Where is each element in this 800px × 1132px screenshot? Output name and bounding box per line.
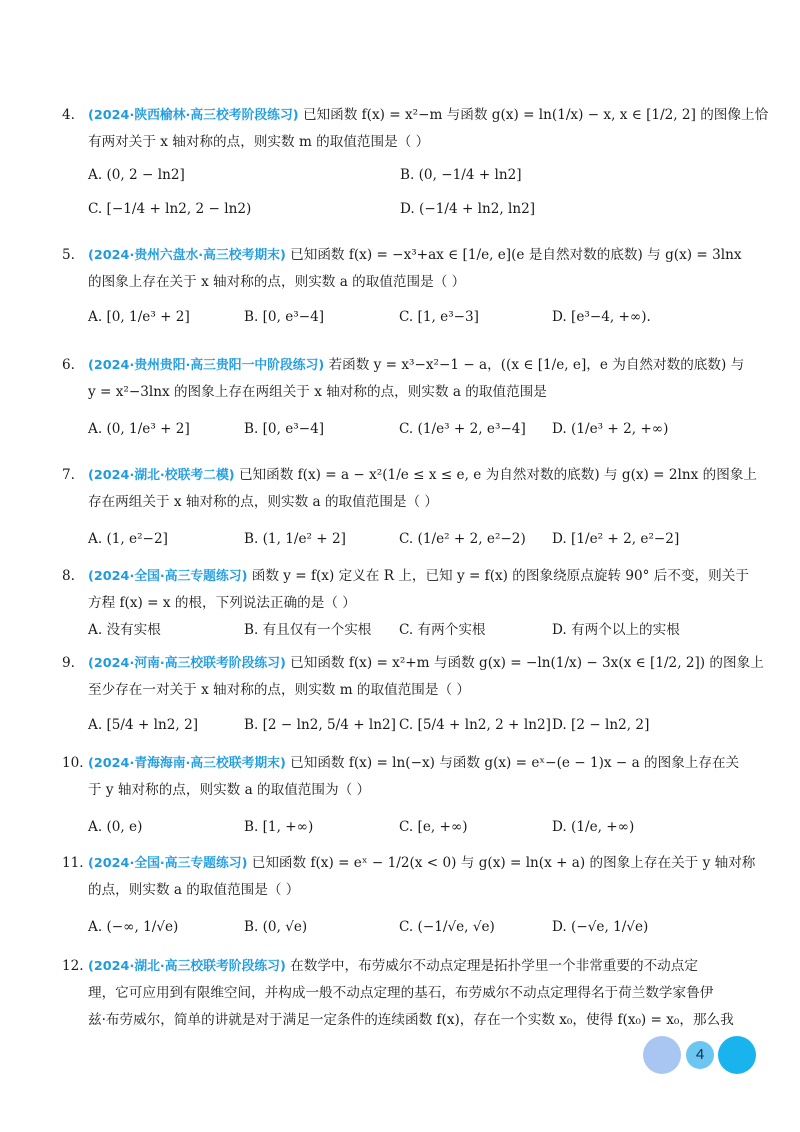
question-text: 于 y 轴对称的点，则实数 a 的取值范围为（ ）: [88, 782, 371, 798]
option-b: B. (0, √e): [244, 919, 308, 935]
option-d: D. (−√e, 1/√e): [552, 919, 649, 935]
decorative-circle-left: [643, 1036, 681, 1074]
question-text: 的图象上存在关于 x 轴对称的点，则实数 a 的取值范围是（ ）: [88, 274, 466, 290]
option-c: C. 有两个实根: [399, 622, 486, 638]
question-text: 已知函数 f(x) = a − x²(1/e ≤ x ≤ e, e 为自然对数的底数) 与 g(x) = 2lnx 的图象上: [238, 467, 758, 483]
question-number: 11.: [62, 855, 84, 871]
question-source: (2024·青海海南·高三校联考期末): [88, 756, 286, 771]
question-text: y = x²−3lnx 的图象上存在两组关于 x 轴对称的点，则实数 a 的取值范围是: [88, 384, 547, 400]
question-number: 5.: [62, 247, 75, 263]
question-source: (2024·贵州六盘水·高三校考期末): [88, 248, 286, 263]
question-text: 理，它可应用到有限维空间，并构成一般不动点定理的基石，布劳威尔不动点定理得名于荷兰数学家鲁伊: [88, 985, 714, 1001]
option-c: C. (1/e³ + 2, e³−4]: [399, 421, 526, 437]
option-d: D. (1/e, +∞): [552, 819, 635, 835]
option-a: A. (0, 2 − ln2]: [88, 167, 185, 183]
question-source: (2024·全国·高三专题练习): [88, 856, 248, 871]
option-b: B. (1, 1/e² + 2]: [244, 531, 346, 547]
question-10: [62, 750, 742, 842]
question-9: [62, 650, 764, 740]
option-b: B. [2 − ln2, 5/4 + ln2]: [244, 717, 396, 733]
question-text: 若函数 y = x³−x²−1 − a，((x ∈ [1/e, e]，e 为自然对数的底数) 与: [328, 357, 745, 373]
question-text: 已知函数 f(x) = −x³+ax ∈ [1/e, e](e 是自然对数的底数) 与 g(x) = 3lnx: [290, 247, 742, 263]
question-7: [62, 462, 758, 554]
option-a: A. (0, 1/e³ + 2]: [88, 421, 190, 437]
option-a: A. (−∞, 1/√e): [88, 919, 179, 935]
option-a: A. [0, 1/e³ + 2]: [88, 309, 190, 325]
question-number: 10.: [62, 755, 84, 771]
option-d: D. [2 − ln2, 2]: [552, 717, 650, 733]
question-number: 7.: [62, 467, 75, 483]
question-number: 9.: [62, 655, 75, 671]
option-d: D. [1/e² + 2, e²−2]: [552, 531, 680, 547]
question-text: 方程 f(x) = x 的根，下列说法正确的是（ ）: [88, 595, 356, 611]
question-text: 有两对关于 x 轴对称的点，则实数 m 的取值范围是（ ）: [88, 134, 430, 150]
question-number: 4.: [62, 107, 75, 123]
page-number: 4: [686, 1041, 714, 1069]
decorative-circle-right: [718, 1036, 756, 1074]
question-12: [62, 953, 742, 1034]
option-b: B. 有且仅有一个实根: [244, 622, 372, 638]
option-b: B. [0, e³−4]: [244, 421, 325, 437]
option-a: A. [5/4 + ln2, 2]: [88, 717, 199, 733]
question-text: 在数学中，布劳威尔不动点定理是拓扑学里一个非常重要的不动点定: [290, 958, 698, 974]
option-c: C. [1, e³−3]: [399, 309, 479, 325]
question-source: (2024·河南·高三校联考阶段练习): [88, 656, 286, 671]
question-text: 已知函数 f(x) = eˣ − 1/2(x < 0) 与 g(x) = ln(x + a) 的图象上存在关于 y 轴对称: [251, 855, 756, 871]
question-text: 已知函数 f(x) = x²+m 与函数 g(x) = −ln(1/x) − 3x(x ∈ [1/2, 2]) 的图象上: [290, 655, 764, 671]
option-b: B. [1, +∞): [244, 819, 314, 835]
question-source: (2024·湖北·校联考二模): [88, 468, 235, 483]
question-8: [62, 563, 749, 645]
option-c: C. (−1/√e, √e): [399, 919, 495, 935]
question-6: [62, 352, 745, 444]
question-number: 6.: [62, 357, 75, 373]
option-d: D. [e³−4, +∞).: [552, 309, 651, 325]
question-source: (2024·湖北·高三校联考阶段练习): [88, 959, 286, 974]
question-source: (2024·贵州贵阳·高三贵阳一中阶段练习): [88, 358, 325, 373]
option-c: C. [5/4 + ln2, 2 + ln2]: [399, 717, 551, 733]
option-a: A. (0, e): [88, 819, 143, 835]
option-c: C. [−1/4 + ln2, 2 − ln2): [88, 201, 252, 217]
question-text: 函数 y = f(x) 定义在 R 上，已知 y = f(x) 的图象绕原点旋转 90° 后不变，则关于: [251, 568, 749, 584]
option-a: A. 没有实根: [88, 622, 161, 638]
option-b: B. [0, e³−4]: [244, 309, 325, 325]
question-text: 已知函数 f(x) = x²−m 与函数 g(x) = ln(1/x) − x, x ∈ [1/2, 2] 的图像上恰: [302, 107, 769, 123]
question-number: 8.: [62, 568, 75, 584]
question-4: [62, 102, 769, 224]
question-text: 的点，则实数 a 的取值范围是（ ）: [88, 882, 300, 898]
question-number: 12.: [62, 958, 84, 974]
option-c: C. (1/e² + 2, e²−2): [399, 531, 526, 547]
option-a: A. (1, e²−2]: [88, 531, 168, 547]
question-text: 兹·布劳威尔，简单的讲就是对于满足一定条件的连续函数 f(x)，存在一个实数 x₀，使得 f(x₀) = x₀，那么我: [88, 1012, 734, 1028]
option-d: D. (1/e³ + 2, +∞): [552, 421, 669, 437]
option-d: D. 有两个以上的实根: [552, 622, 680, 638]
question-text: 存在两组关于 x 轴对称的点，则实数 a 的取值范围是（ ）: [88, 494, 439, 510]
question-text: 已知函数 f(x) = ln(−x) 与函数 g(x) = eˣ−(e − 1)x − a 的图象上存在关: [290, 755, 740, 771]
question-text: 至少存在一对关于 x 轴对称的点，则实数 m 的取值范围是（ ）: [88, 682, 471, 698]
option-d: D. (−1/4 + ln2, ln2]: [400, 201, 536, 217]
question-5: [62, 242, 742, 332]
question-source: (2024·陕西榆林·高三校考阶段练习): [88, 108, 299, 123]
question-source: (2024·全国·高三专题练习): [88, 569, 248, 584]
question-11: [62, 850, 756, 942]
option-b: B. (0, −1/4 + ln2]: [400, 167, 522, 183]
option-c: C. [e, +∞): [399, 819, 468, 835]
